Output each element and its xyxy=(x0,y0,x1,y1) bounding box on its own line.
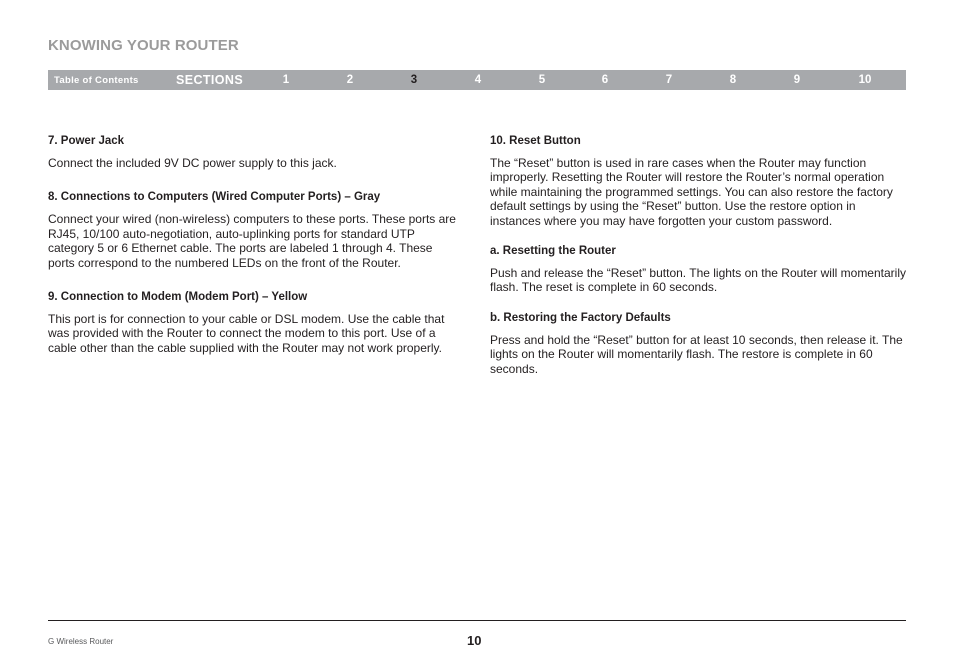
resetting-router-section xyxy=(490,244,906,295)
section-heading: 7. Power Jack xyxy=(48,135,125,147)
page-title: KNOWING YOUR ROUTER xyxy=(48,37,239,54)
section-link-8[interactable]: 8 xyxy=(729,74,737,86)
section-link-6[interactable]: 6 xyxy=(601,74,609,86)
footer-divider xyxy=(48,620,906,621)
page-number: 10 xyxy=(467,633,482,648)
section-link-2[interactable]: 2 xyxy=(346,74,354,86)
section-body: The “Reset” button is used in rare cases when the Router may function improperly. Resetting the Router will restore the Router’s normal operation while maintaining the programmed settings. You can also restore the factory default settings by using the “Reset” button. Use the restore option in instances where you may have forgotten your custom password. xyxy=(490,156,893,228)
section-body: Press and hold the “Reset” button for at least 10 seconds, then release it. The lights on the Router will momentarily flash. The restore is complete in 60 seconds. xyxy=(490,332,903,376)
wired-ports-section xyxy=(48,190,458,270)
section-body: Push and release the “Reset” button. The lights on the Router will momentarily flash. The reset is complete in 60 seconds. xyxy=(490,266,906,295)
footer-product-name: G Wireless Router xyxy=(48,637,114,646)
section-link-10[interactable]: 10 xyxy=(858,74,872,86)
section-link-7[interactable]: 7 xyxy=(665,74,673,86)
factory-defaults-section xyxy=(490,311,906,376)
section-link-9[interactable]: 9 xyxy=(793,74,801,86)
section-heading: a. Resetting the Router xyxy=(490,245,616,258)
section-heading: b. Restoring the Factory Defaults xyxy=(490,311,671,324)
section-link-5[interactable]: 5 xyxy=(538,74,546,86)
section-nav-bar xyxy=(48,70,906,90)
right-column xyxy=(490,134,906,392)
sections-label: SECTIONS xyxy=(176,73,244,87)
section-link-4[interactable]: 4 xyxy=(474,74,482,86)
power-jack-section xyxy=(48,134,458,170)
section-body: This port is for connection to your cable or DSL modem. Use the cable that was provided with the Router to connect the modem to this port. Use of a cable other than the cable supplied with the Router may not work properly. xyxy=(48,312,445,355)
section-body: Connect the included 9V DC power supply to this jack. xyxy=(48,156,337,170)
left-column xyxy=(48,134,458,375)
section-heading: 10. Reset Button xyxy=(490,135,581,147)
section-link-3[interactable]: 3 xyxy=(410,74,418,86)
modem-port-section xyxy=(48,290,458,355)
section-link-1[interactable]: 1 xyxy=(282,74,290,86)
section-heading: 8. Connections to Computers (Wired Computer Ports) – Gray xyxy=(48,191,381,204)
section-heading: 9. Connection to Modem (Modem Port) – Yellow xyxy=(48,291,308,304)
reset-button-section xyxy=(490,134,906,228)
section-body: Connect your wired (non-wireless) computers to these ports. These ports are RJ45, 10/100 auto-negotiation, auto-uplinking ports for standard UTP category 5 or 6 Ethernet cable. The ports are labeled 1 through 4. These ports correspond to the numbered LEDs on the front of the Router. xyxy=(48,212,456,270)
table-of-contents-link[interactable]: Table of Contents xyxy=(54,75,139,86)
